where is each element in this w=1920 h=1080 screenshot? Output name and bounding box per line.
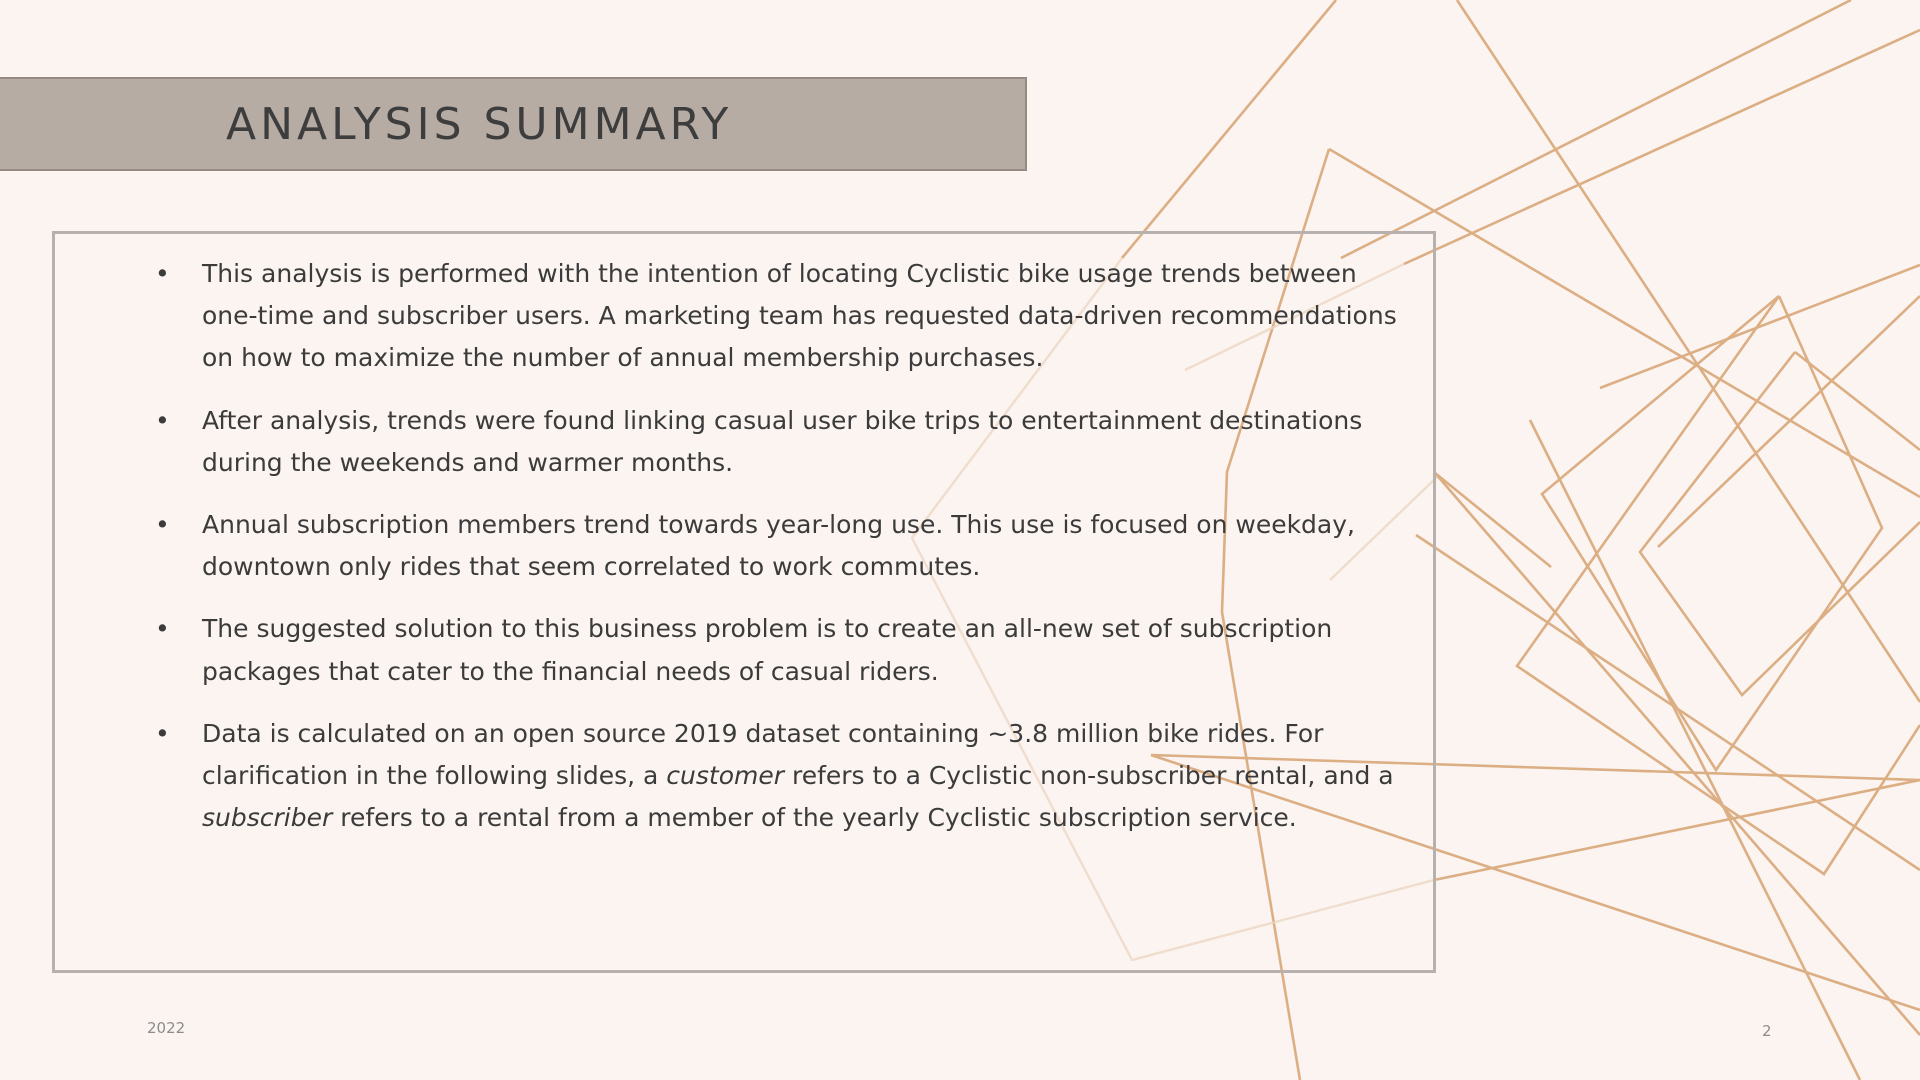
term-subscriber: subscriber <box>202 803 333 833</box>
bullet-item <box>149 504 1399 588</box>
deco-line <box>1341 0 1851 258</box>
bullet-text: The suggested solution to this business problem is to create an all-new set of subscription packages that cater to the financial needs of casual riders. <box>202 614 1333 686</box>
bullet-list <box>149 253 1399 859</box>
bullet-text: refers to a rental from a member of the yearly Cyclistic subscription service. <box>332 803 1297 833</box>
bullet-text: refers to a Cyclistic non-subscriber rental, and a <box>784 761 1394 791</box>
deco-line <box>1457 0 1920 702</box>
bullet-item <box>149 400 1399 484</box>
deco-line <box>1435 473 1551 567</box>
bullet-text: After analysis, trends were found linking casual user bike trips to entertainment destinations during the weekends and warmer months. <box>202 405 1363 477</box>
slide-title: ANALYSIS SUMMARY <box>226 99 733 150</box>
deco-line <box>1404 30 1920 264</box>
footer-year: 2022 <box>147 1019 186 1037</box>
term-customer: customer <box>666 761 785 791</box>
bullet-text: Data is calculated on an open source 2019 dataset containing ~3.8 million bike rides. For clarification in the following slides, a <box>202 718 1324 791</box>
bullet-item <box>149 713 1399 840</box>
bullet-text: Annual subscription members trend towards year-long use. This use is focused on weekday, downtown only rides that seem correlated to work commutes. <box>202 510 1355 582</box>
deco-line <box>1530 420 1860 1080</box>
deco-line <box>1517 296 1920 874</box>
bullet-text: This analysis is performed with the intention of locating Cyclistic bike usage trends between one-time and subscriber users. A marketing team has requested data-driven recommendations on how to maximize the number of annual membership purchases. <box>202 259 1397 373</box>
deco-line <box>1600 265 1920 388</box>
deco-line <box>1434 780 1920 880</box>
deco-line <box>1658 296 1920 547</box>
page-number: 2 <box>1762 1022 1772 1040</box>
title-bar <box>0 77 1027 171</box>
bullet-item <box>149 253 1399 380</box>
bullet-item <box>149 608 1399 692</box>
deco-line <box>1122 0 1336 258</box>
deco-line <box>1435 473 1920 1035</box>
deco-line <box>1542 296 1882 770</box>
